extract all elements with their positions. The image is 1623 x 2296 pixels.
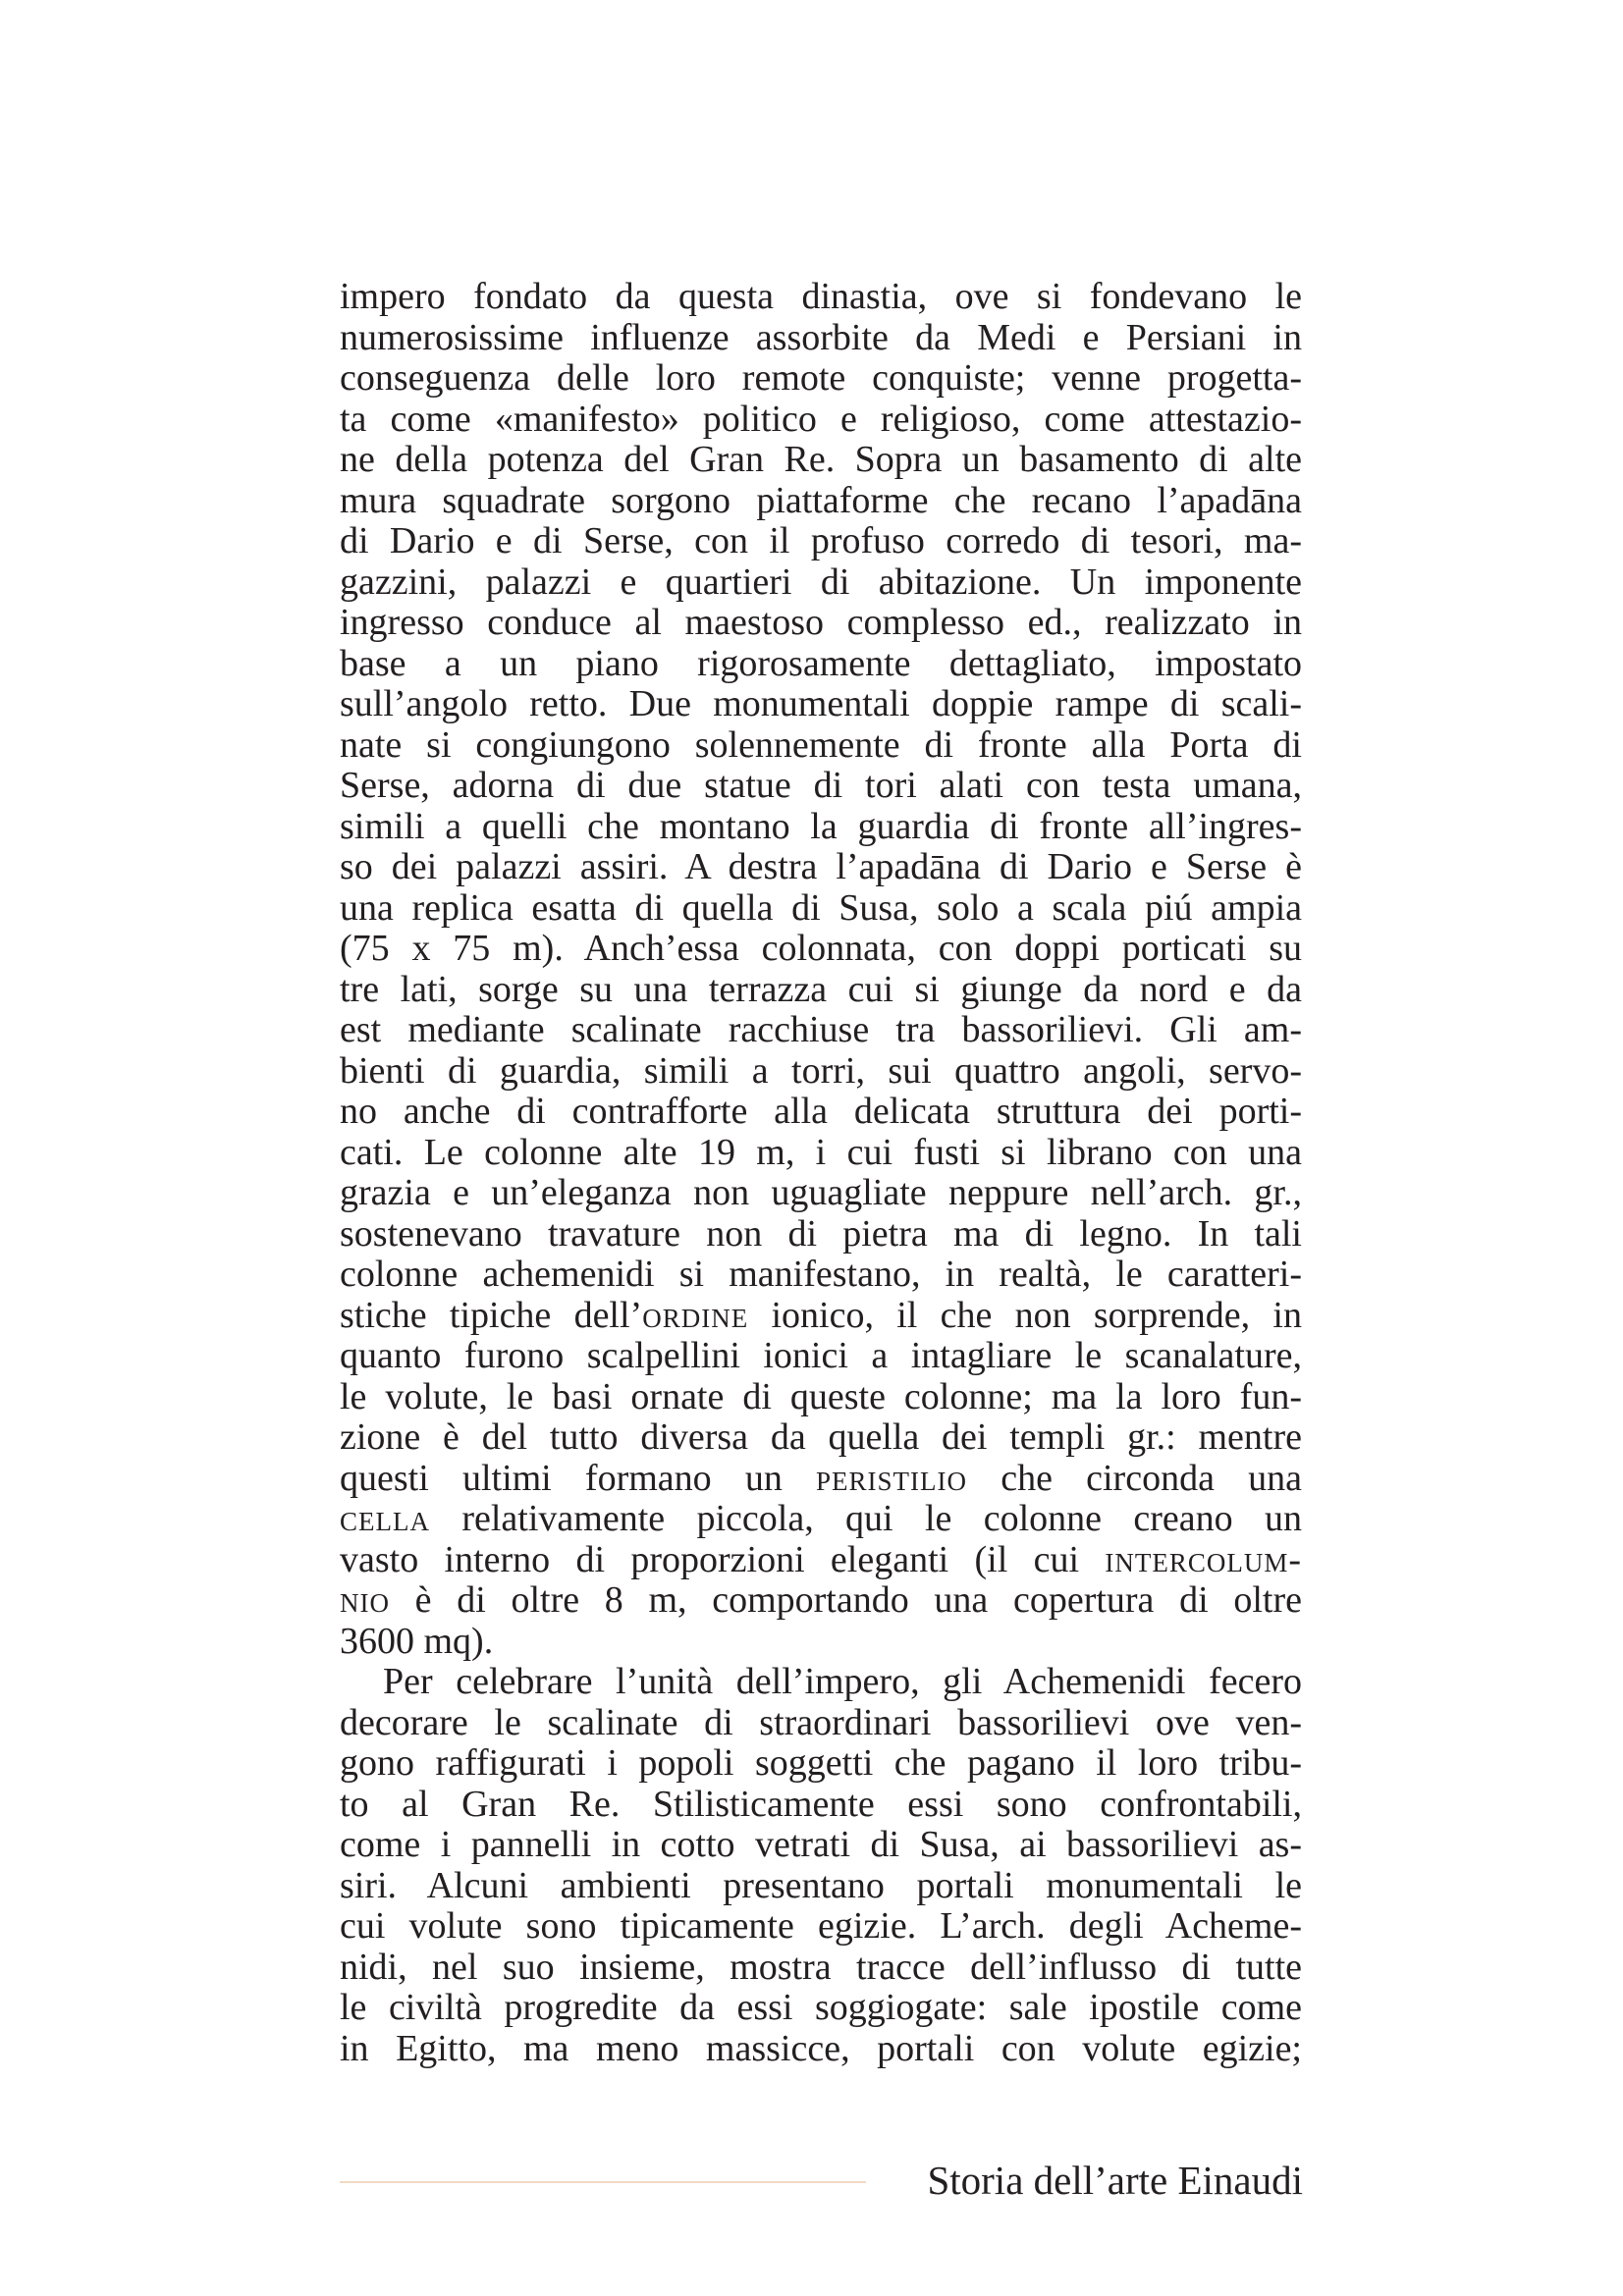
cross-reference-intercolumnio: intercolum- bbox=[1105, 1538, 1302, 1580]
footer-divider bbox=[340, 2181, 866, 2183]
text-line: le civiltà progredite da essi soggiogate: sale ipostile come bbox=[340, 1987, 1302, 2028]
text-line: bienti di guardia, simili a torri, sui quattro angoli, servo- bbox=[340, 1049, 1302, 1092]
text-line: to al Gran Re. Stilisticamente essi sono confrontabili, bbox=[340, 1783, 1302, 1825]
text-fragment: stiche tipiche dell’ bbox=[340, 1294, 643, 1336]
text-fragment: è di oltre 8 m, comportando una copertura di oltre bbox=[390, 1579, 1302, 1621]
text-line: sostenevano travature non di pietra ma di legno. In tali bbox=[340, 1212, 1302, 1255]
text-line: sull’angolo retto. Due monumentali doppie rampe di scali- bbox=[340, 683, 1302, 724]
text-line: Serse, adorna di due statue di tori alati con testa umana, bbox=[340, 765, 1302, 806]
text-line: siri. Alcuni ambienti presentano portali monumentali le bbox=[340, 1864, 1302, 1906]
text-line: zione è del tutto diversa da quella dei templi gr.: mentre bbox=[340, 1416, 1302, 1458]
text-line: tre lati, sorge su una terrazza cui si giunge da nord e da bbox=[340, 968, 1302, 1010]
text-line: una replica esatta di quella di Susa, solo a scala piú ampia bbox=[340, 886, 1302, 929]
text-line: ne della potenza del Gran Re. Sopra un basamento di alte bbox=[340, 439, 1302, 480]
paragraph-start-line: Per celebrare l’unità dell’impero, gli Achemenidi fecero bbox=[383, 1661, 1302, 1702]
text-line: colonne achemenidi si manifestano, in realtà, le caratteri- bbox=[340, 1254, 1302, 1295]
text-line: conseguenza delle loro remote conquiste; venne progetta- bbox=[340, 357, 1302, 399]
text-line: mura squadrate sorgono piattaforme che recano l’apadāna bbox=[340, 479, 1302, 521]
text-fragment: relativamente piccola, qui le colonne creano un bbox=[430, 1498, 1302, 1539]
cross-reference-intercolumnio-cont: nio bbox=[340, 1579, 390, 1621]
text-fragment: vasto interno di proporzioni eleganti (il cui bbox=[340, 1538, 1106, 1580]
body-text bbox=[340, 277, 1302, 2069]
footer-publication-title: Storia dell’arte Einaudi bbox=[927, 2158, 1303, 2203]
text-line: nate si congiungono solennemente di fronte alla Porta di bbox=[340, 723, 1302, 766]
text-line: gazzini, palazzi e quartieri di abitazione. Un imponente bbox=[340, 561, 1302, 603]
cross-reference-peristilio: peristilio bbox=[816, 1457, 968, 1499]
text-line: in Egitto, ma meno massicce, portali con volute egizie; bbox=[340, 2027, 1302, 2069]
text-line: 3600 mq). bbox=[340, 1620, 494, 1662]
text-line: est mediante scalinate racchiuse tra bassorilievi. Gli am- bbox=[340, 1009, 1302, 1050]
text-line bbox=[340, 1499, 1302, 1540]
text-line: impero fondato da questa dinastia, ove si fondevano le bbox=[340, 276, 1302, 317]
text-line bbox=[340, 1540, 1302, 1581]
text-line: cati. Le colonne alte 19 m, i cui fusti si librano con una bbox=[340, 1131, 1302, 1173]
text-line: simili a quelli che montano la guardia di fronte all’ingres- bbox=[340, 805, 1302, 847]
text-line: base a un piano rigorosamente dettagliato, impostato bbox=[340, 642, 1302, 684]
text-line bbox=[340, 1459, 1302, 1500]
text-line: (75 x 75 m). Anch’essa colonnata, con doppi porticati su bbox=[340, 928, 1302, 969]
text-line: grazia e un’eleganza non uguagliate neppure nell’arch. gr., bbox=[340, 1172, 1302, 1213]
cross-reference-ordine: ordine bbox=[642, 1294, 749, 1336]
text-line: le volute, le basi ornate di queste colonne; ma la loro fun- bbox=[340, 1375, 1302, 1417]
text-fragment: questi ultimi formano un bbox=[340, 1457, 817, 1499]
text-line: decorare le scalinate di straordinari bassorilievi ove ven- bbox=[340, 1701, 1302, 1743]
text-line bbox=[340, 1580, 1302, 1622]
text-line: quanto furono scalpellini ionici a intagliare le scanalature, bbox=[340, 1335, 1302, 1376]
text-line: come i pannelli in cotto vetrati di Susa, ai bassorilievi as- bbox=[340, 1824, 1302, 1865]
text-line: cui volute sono tipicamente egizie. L’arch. degli Acheme- bbox=[340, 1905, 1302, 1947]
text-line: ta come «manifesto» politico e religioso, come attestazio- bbox=[340, 398, 1302, 440]
text-line: so dei palazzi assiri. A destra l’apadāna di Dario e Serse è bbox=[340, 846, 1302, 887]
text-line: ingresso conduce al maestoso complesso ed., realizzato in bbox=[340, 602, 1302, 643]
text-fragment: che circonda una bbox=[967, 1457, 1302, 1499]
text-line bbox=[340, 1296, 1302, 1337]
text-line: numerosissime influenze assorbite da Medi e Persiani in bbox=[340, 316, 1302, 358]
cross-reference-cella: cella bbox=[340, 1498, 430, 1539]
text-line: gono raffigurati i popoli soggetti che pagano il loro tribu- bbox=[340, 1742, 1302, 1784]
text-line: di Dario e di Serse, con il profuso corredo di tesori, ma- bbox=[340, 520, 1302, 561]
text-fragment: ionico, il che non sorprende, in bbox=[748, 1294, 1302, 1336]
text-line: no anche di contrafforte alla delicata struttura dei porti- bbox=[340, 1091, 1302, 1132]
text-line: nidi, nel suo insieme, mostra tracce dell’influsso di tutte bbox=[340, 1946, 1302, 1988]
